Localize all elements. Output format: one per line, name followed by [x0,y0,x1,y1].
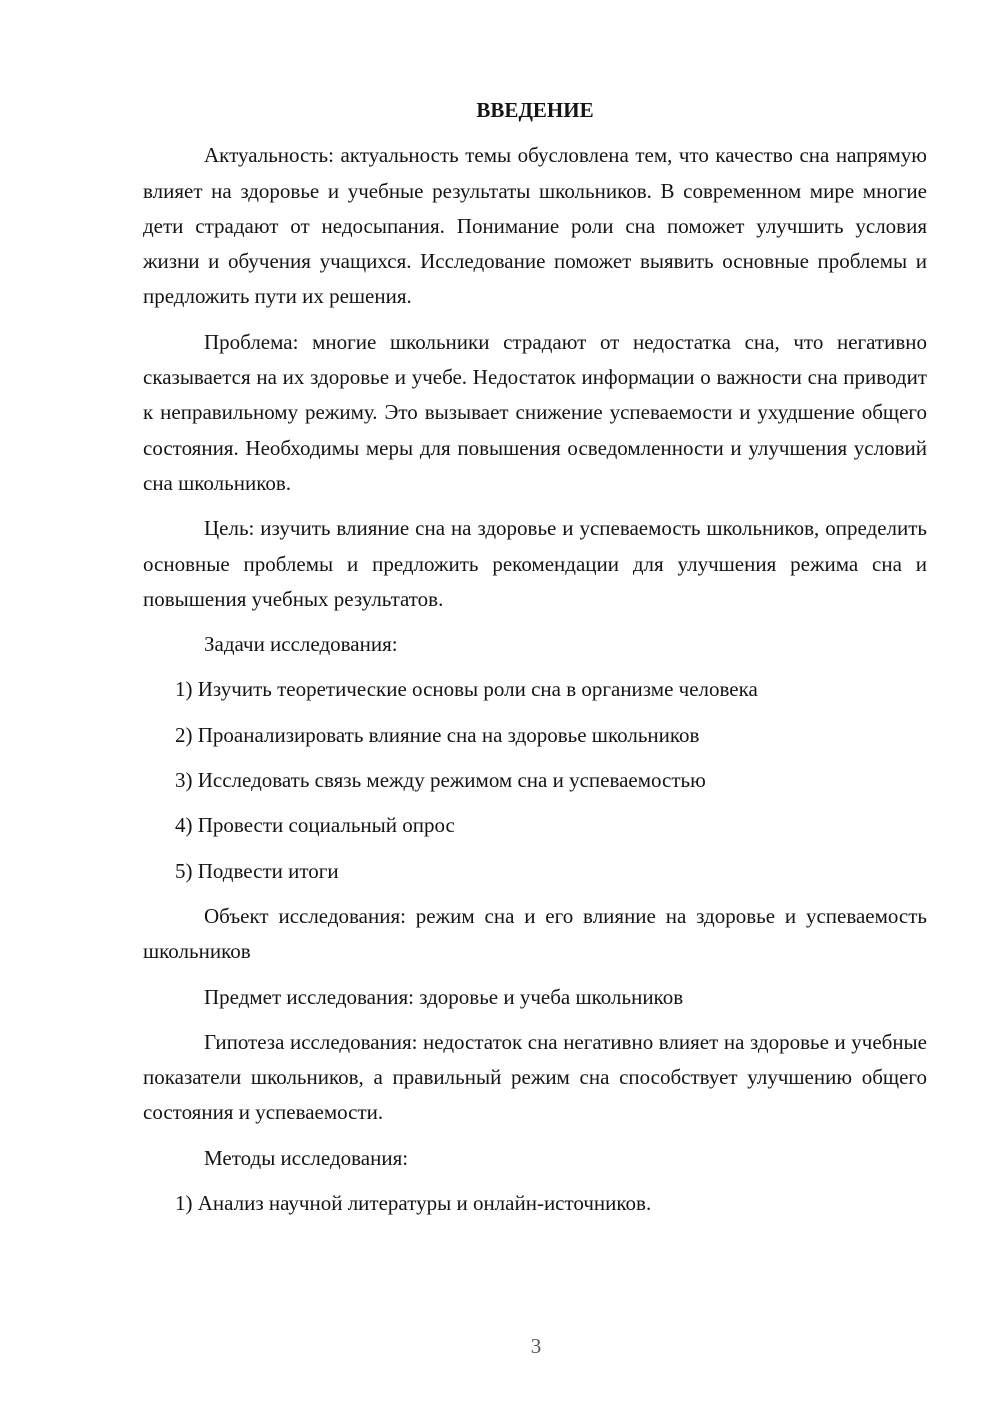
page-content [143,93,927,1231]
task-item-1: 1) Изучить теоретические основы роли сна в организме человека [175,677,758,702]
task-item-3: 3) Исследовать связь между режимом сна и успеваемостью [175,768,706,793]
method-item-1: 1) Анализ научной литературы и онлайн-источников. [175,1191,652,1216]
section-title: ВВЕДЕНИЕ [476,98,594,122]
task-item-2: 2) Проанализировать влияние сна на здоровье школьников [175,722,700,747]
object-paragraph: Объект исследования: режим сна и его влияние на здоровье и успеваемость школьников [143,903,927,964]
page-number: 3 [530,1334,542,1358]
goal-paragraph: Цель: изучить влияние сна на здоровье и успеваемость школьников, определить основные проблемы и предложить рекомендации для улучшения режима сна и повышения учебных результатов. [143,516,927,611]
subject-paragraph: Предмет исследования: здоровье и учеба школьников [204,984,684,1009]
relevance-paragraph: Актуальность: актуальность темы обусловлена тем, что качество сна напрямую влияет на здоровье и учебные результаты школьников. В современном мире многие дети страдают от недосыпания. Понимание роли сна поможет улучшить условия жизни и обучения учащихся. Исследование поможет выявить основные проблемы и предложить пути их решения. [143,143,927,309]
task-item-5: 5) Подвести итоги [175,858,339,883]
task-item-4: 4) Провести социальный опрос [175,813,455,838]
hypothesis-paragraph: Гипотеза исследования: недостаток сна негативно влияет на здоровье и учебные показатели школьников, а правильный режим сна способствует улучшению общего состояния и успеваемости. [143,1029,927,1125]
methods-heading: Методы исследования: [204,1145,409,1170]
problem-paragraph: Проблема: многие школьники страдают от недостатка сна, что негативно сказывается на их здоровье и учебе. Недостаток информации о важности сна приводит к неправильному режиму. Это вызывает снижение успеваемости и ухудшение общего состояния. Необходимы меры для повышения осведомленности и улучшения условий сна школьников. [143,329,927,495]
tasks-heading: Задачи исследования: [204,632,398,657]
